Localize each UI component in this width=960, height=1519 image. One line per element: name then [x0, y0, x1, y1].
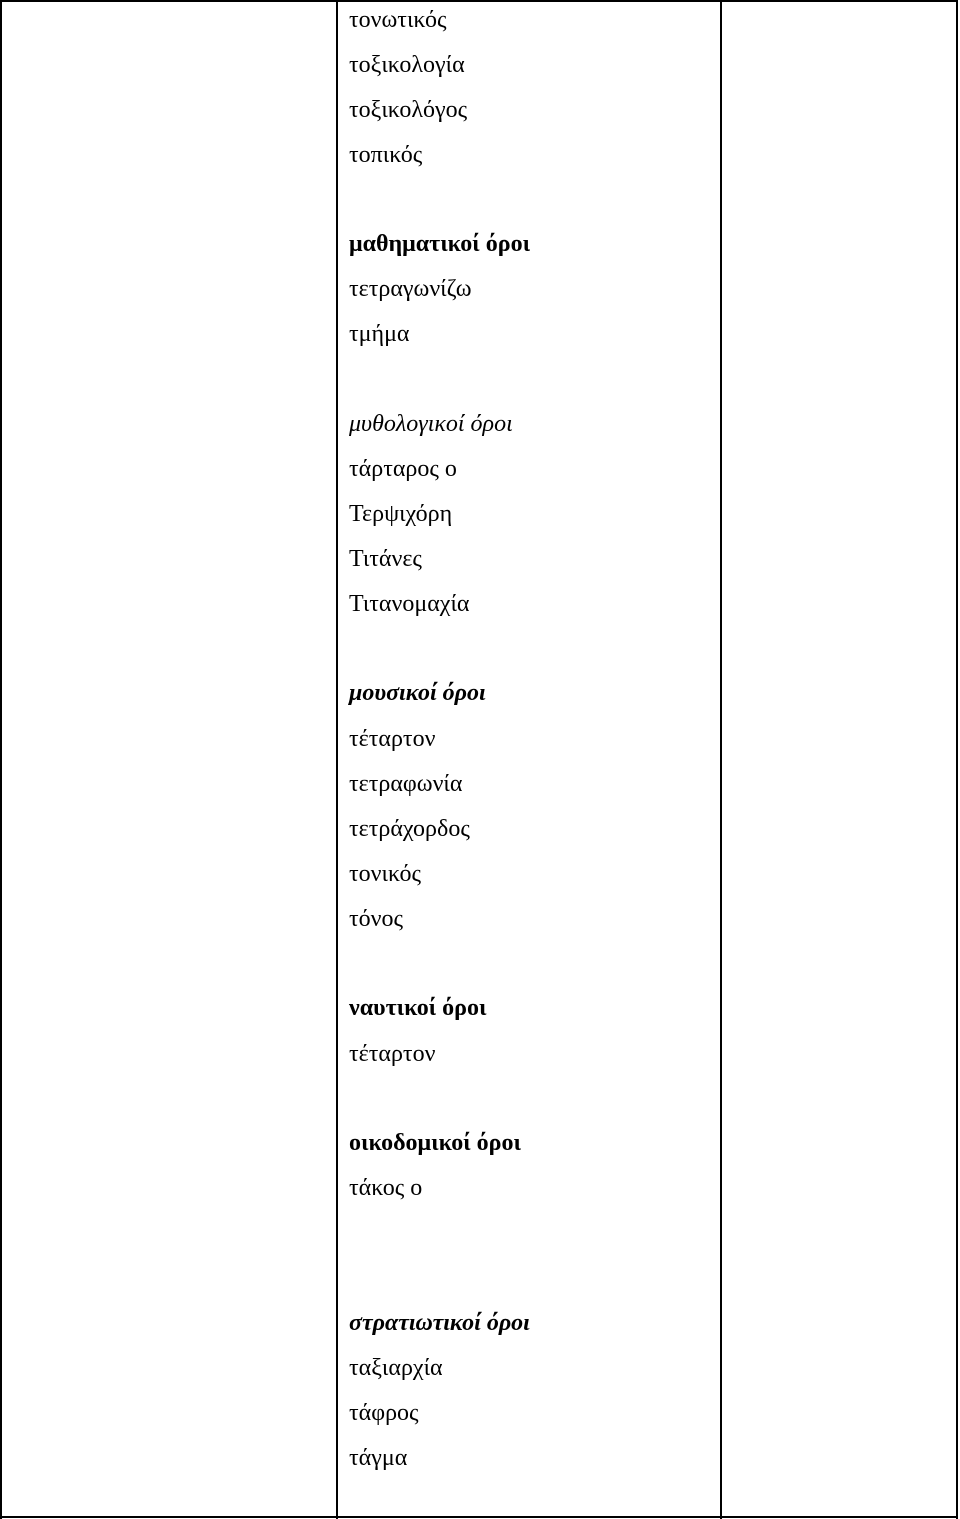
- term: τοξικολογία: [349, 52, 465, 78]
- term: Τιτανομαχία: [349, 591, 470, 617]
- music-terms-heading: μουσικοί όροι: [349, 680, 486, 706]
- term: τάφρος: [349, 1400, 419, 1426]
- term: τάρταρος ο: [349, 456, 457, 482]
- math-terms-heading: μαθηματικοί όροι: [349, 231, 531, 257]
- military-terms-heading: στρατιωτικοί όροι: [349, 1310, 530, 1336]
- table-border-right: [956, 0, 958, 1519]
- term: τάκος ο: [349, 1175, 423, 1201]
- first-column-cell: [2, 0, 336, 1516]
- term: Τερψιχόρη: [349, 501, 453, 527]
- term: τοπικός: [349, 142, 423, 168]
- building-terms-heading: οικοδομικοί όροι: [349, 1130, 521, 1156]
- myth-terms-heading: μυθολογικοί όροι: [349, 411, 513, 437]
- terms-column-cell: [338, 0, 720, 1516]
- term: Τιτάνες: [349, 546, 422, 572]
- term: τάγμα: [349, 1445, 408, 1471]
- term: τονωτικός: [349, 7, 447, 33]
- term: ταξιαρχία: [349, 1355, 443, 1381]
- term: τμήμα: [349, 321, 410, 347]
- term: τετραφωνία: [349, 771, 463, 797]
- term: τονικός: [349, 861, 422, 887]
- term: τέταρτον: [349, 1041, 436, 1067]
- naval-terms-heading: ναυτικοί όροι: [349, 995, 487, 1021]
- term: τέταρτον: [349, 726, 436, 752]
- third-column-cell: [722, 0, 956, 1516]
- term: τετράχορδος: [349, 816, 470, 842]
- term: τετραγωνίζω: [349, 276, 472, 302]
- term: τόνος: [349, 906, 403, 932]
- table-border-bottom: [0, 1516, 958, 1518]
- term: τοξικολόγος: [349, 97, 468, 123]
